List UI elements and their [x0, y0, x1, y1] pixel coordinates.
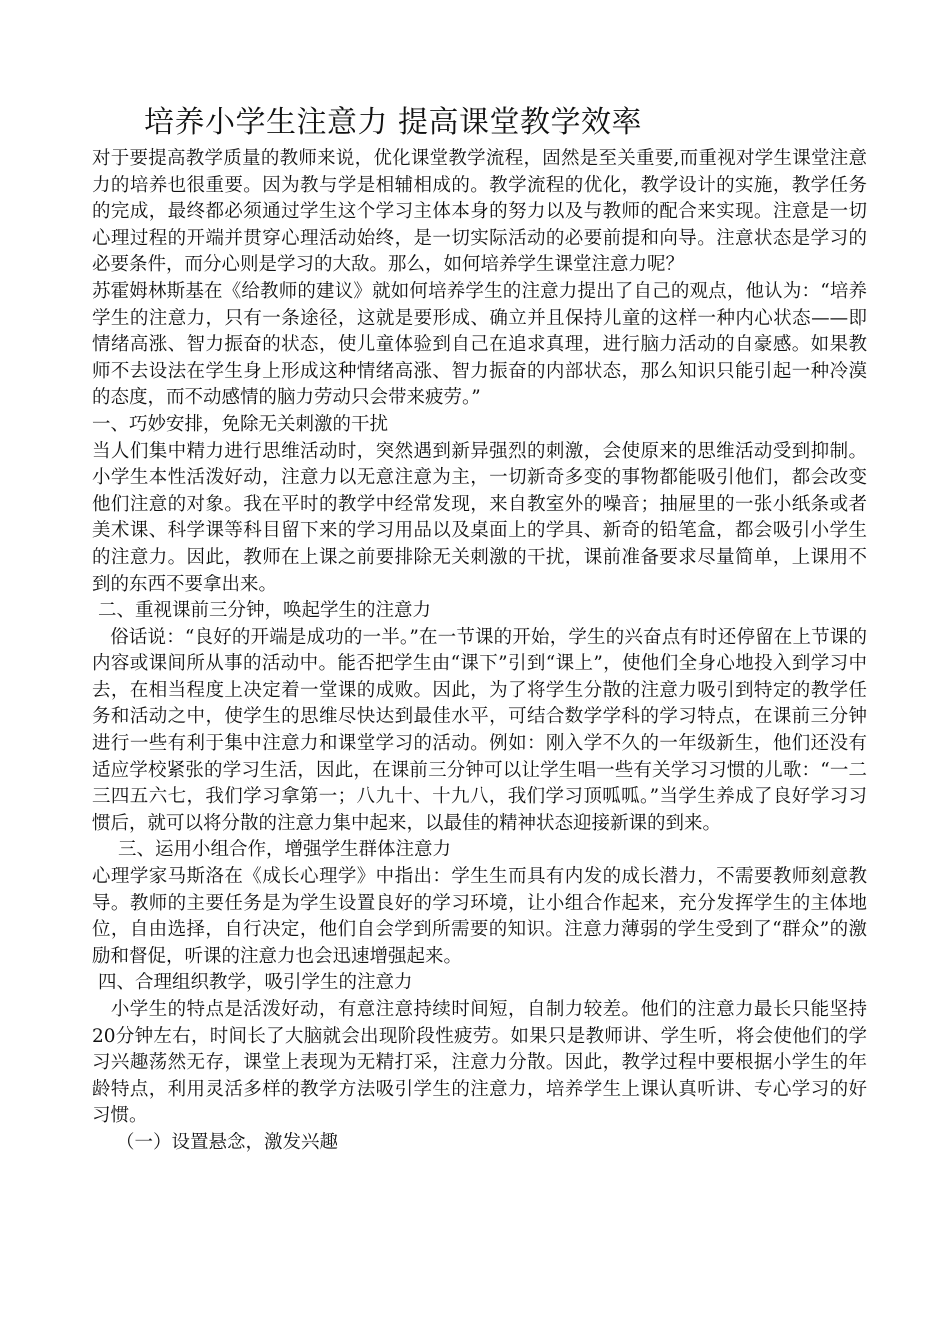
document-title: 培养小学生注意力 提高课堂教学效率 [144, 105, 643, 140]
section-1-body: 当人们集中精力进行思维活动时，突然遇到新异强烈的刺激，会使原来的思维活动受到抑制。小学生本性活泼好动，注意力以无意注意为主，一切新奇多变的事物都能吸引他们，都会改变他们注意的对象。我在平时的教学中经常发现，来自教室外的噪音；抽屉里的一张小纸条或者美术课、科学课等科目留下来的学习用品以及桌面上的学具、新奇的铅笔盒，都会吸引小学生的注意力。因此，教师在上课之前要排除无关刺激的干扰，课前准备要求尽量简单，上课用不到的东西不要拿出来。 [92, 440, 867, 595]
section-4-body: 小学生的特点是活泼好动，有意注意持续时间短，自制力较差。他们的注意力最长只能坚持20分钟左右，时间长了大脑就会出现阶段性疲劳。如果只是教师讲、学生听，将会使他们的学习兴趣荡然无存，课堂上表现为无精打采，注意力分散。因此，教学过程中要根据小学生的年龄特点，利用灵活多样的教学方法吸引学生的注意力，培养学生上课认真听讲、专心学习的好习惯。 [92, 999, 867, 1127]
quote-paragraph: 苏霍姆林斯基在《给教师的建议》就如何培养学生的注意力提出了自己的观点，他认为：“培养学生的注意力，只有一条途径，这就是要形成、确立并且保持儿童的这样一种内心状态——即情绪高涨、智力振奋的状态，使儿童体验到自己在追求真理，进行脑力活动的自豪感。如果教师不去设法在学生身上形成这种情绪高涨、智力振奋的内部状态，那么知识只能引起一种冷漠的态度，而不动感情的脑力劳动只会带来疲劳。” [92, 280, 867, 409]
intro-paragraph: 对于要提高教学质量的教师来说，优化课堂教学流程，固然是至关重要,而重视对学生课堂注意力的培养也很重要。因为教与学是相辅相成的。教学流程的优化，教学设计的实施，教学任务的完成，最终都必须通过学生这个学习主体本身的努力以及与教师的配合来实现。注意是一切心理过程的开端并贯穿心理活动始终，是一切实际活动的必要前提和向导。注意状态是学习的必要条件，而分心则是学习的大敌。那么，如何培养学生课堂注意力呢？ [92, 148, 867, 276]
section-1-heading: 一、巧妙安排，免除无关刺激的干扰 [92, 413, 389, 435]
section-3-heading: 三、运用小组合作，增强学生群体注意力 [118, 839, 452, 861]
document-page [92, 100, 867, 1157]
subsection-heading: （一）设置悬念，激发兴趣 [116, 1131, 339, 1153]
section-2-heading: 二、重视课前三分钟，唤起学生的注意力 [98, 600, 432, 622]
section-3-body: 心理学家马斯洛在《成长心理学》中指出：学生生而具有内发的成长潜力，不需要教师刻意教导。教师的主要任务是为学生设置良好的学习环境，让小组合作起来，充分发挥学生的主体地位，自由选择，自行决定，他们自会学到所需要的知识。注意力薄弱的学生受到了“群众”的激励和督促，听课的注意力也会迅速增强起来。 [92, 866, 867, 967]
section-2-body: 俗话说：“良好的开端是成功的一半。”在一节课的开始，学生的兴奋点有时还停留在上节课的内容或课间所从事的活动中。能否把学生由“课下”引到“课上”，使他们全身心地投入到学习中去，在相当程度上决定着一堂课的成败。因此，为了将学生分散的注意力吸引到特定的教学任务和活动之中，使学生的思维尽快达到最佳水平，可结合数学学科的学习特点，在课前三分钟进行一些有利于集中注意力和课堂学习的活动。例如：刚入学不久的一年级新生，他们还没有适应学校紧张的学习生活，因此，在课前三分钟可以让学生唱一些有关学习习惯的儿歌：“一二三四五六七，我们学习拿第一；八九十、十九八，我们学习顶呱呱。”当学生养成了良好学习习惯后，就可以将分散的注意力集中起来，以最佳的精神状态迎接新课的到来。 [92, 626, 867, 834]
section-4-heading: 四、合理组织教学，吸引学生的注意力 [98, 972, 413, 994]
